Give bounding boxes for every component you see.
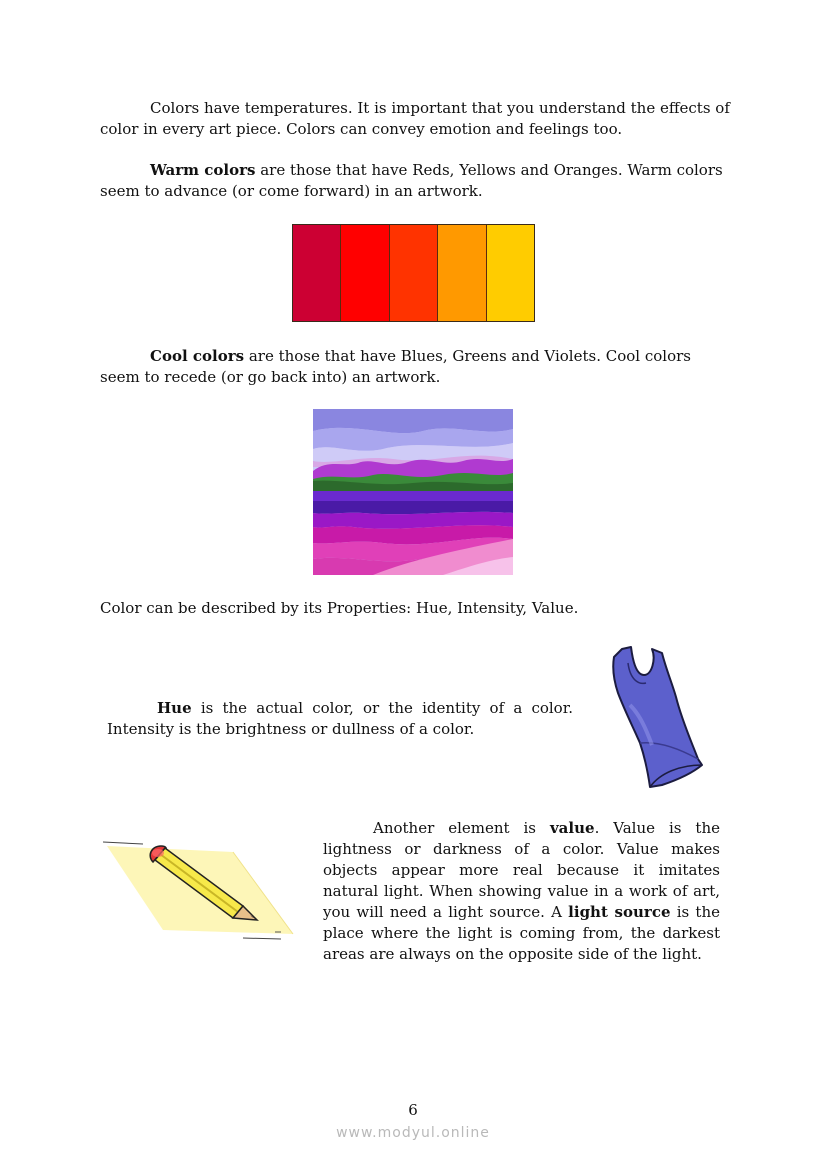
cool-landscape-image: [313, 409, 513, 575]
tank-top-image: [600, 645, 705, 790]
cool-colors-term: Cool colors: [150, 347, 245, 365]
warm-swatch-red-orange: [390, 225, 438, 321]
value-text-2: . Value is the lightness or darkness of a color. Value makes objects appear more real because it imitates natural light. When showing value in a work of art, you will need a light source. A: [323, 819, 720, 921]
value-paragraph: [323, 818, 720, 965]
warm-color-swatches: [292, 224, 535, 322]
watermark: www.modyul.online: [336, 1125, 490, 1141]
warm-colors-term: Warm colors: [150, 161, 256, 179]
value-text-3: is the place where the light is coming from, the darkest areas are always on the opposite side of the light.: [323, 903, 720, 963]
warm-colors-text: are those that have Reds, Yellows and Oranges. Warm colors seem to advance (or come forward) in an artwork.: [100, 161, 723, 200]
page-number: 6: [408, 1101, 418, 1119]
value-term: value: [549, 819, 595, 837]
hue-text: is the actual color, or the identity of a color. Intensity is the brightness or dullness of a color.: [107, 699, 573, 738]
hue-paragraph: [107, 698, 573, 740]
warm-swatch-yellow: [487, 225, 534, 321]
hue-term: Hue: [157, 699, 192, 717]
warm-swatch-red: [341, 225, 389, 321]
properties-text: Color can be described by its Properties: Hue, Intensity, Value.: [100, 599, 579, 617]
warm-colors-paragraph: [100, 160, 730, 202]
warm-swatch-crimson: [293, 225, 341, 321]
cool-colors-text: are those that have Blues, Greens and Violets. Cool colors seem to recede (or go back into) an artwork.: [100, 347, 691, 386]
warm-swatch-orange: [438, 225, 486, 321]
value-text-1: Another element is: [373, 819, 550, 837]
cool-colors-paragraph: [100, 346, 730, 388]
intro-text: Colors have temperatures. It is important that you understand the effects of color in every art piece. Colors can convey emotion and feelings too.: [100, 99, 730, 138]
pencil-image: [103, 838, 298, 943]
light-source-term: light source: [568, 903, 671, 921]
properties-paragraph: [100, 598, 730, 619]
intro-paragraph: [100, 98, 730, 140]
